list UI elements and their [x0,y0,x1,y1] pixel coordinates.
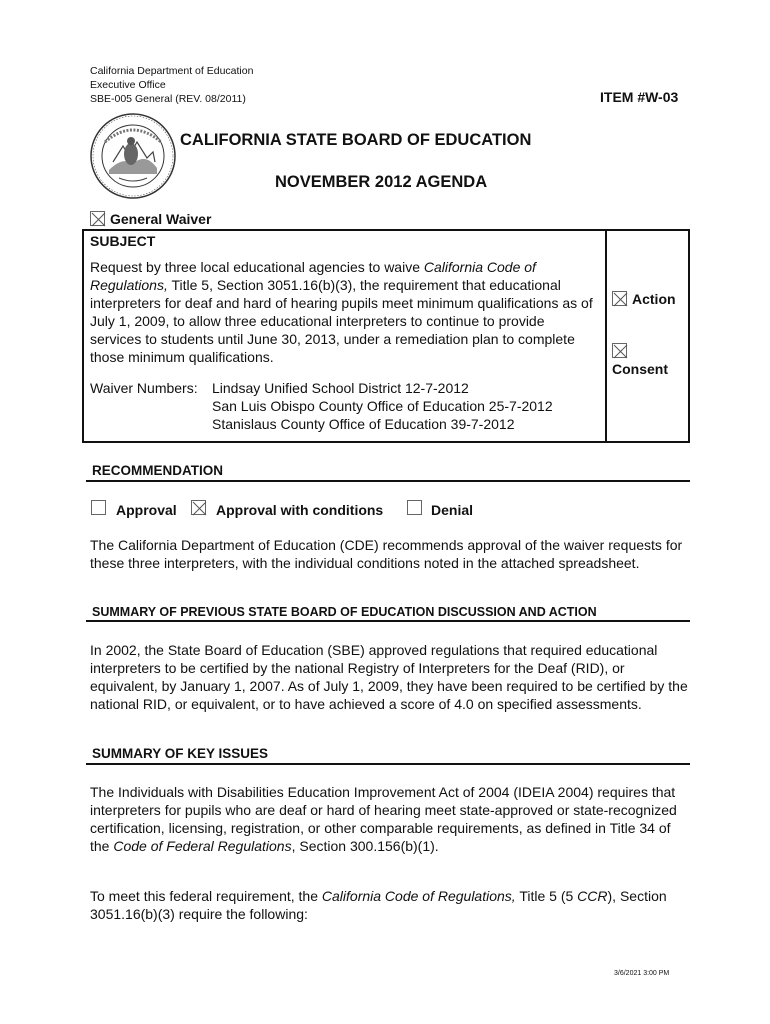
subject-heading: SUBJECT [90,233,156,249]
denial-checkbox[interactable] [407,500,422,515]
key-issues-rule [86,763,690,765]
summary-previous-rule [86,620,690,622]
footer-timestamp: 3/6/2021 3:00 PM [614,970,670,977]
summary-previous-heading: SUMMARY OF PREVIOUS STATE BOARD OF EDUCATION DISCUSSION AND ACTION [92,605,597,619]
recommendation-text: The California Department of Education (CDE) recommends approval of the waiver requests for these three interpreters, with the individual conditions noted in the attached spreadsheet. [90,537,683,571]
header-department: California Department of Education [90,65,254,77]
item-number: ITEM #W-03 [600,89,679,105]
consent-checkbox[interactable] [612,343,627,358]
recommendation-rule [86,480,690,482]
action-checkbox[interactable] [612,291,627,306]
general-waiver-checkbox[interactable] [90,211,105,226]
approval-with-conditions-checkbox[interactable] [191,500,206,515]
approval-checkbox[interactable] [91,500,106,515]
waiver-number-2: San Luis Obispo County Office of Education 25-7-2012 [212,398,553,414]
general-waiver-label: General Waiver [110,211,212,227]
approval-with-conditions-label: Approval with conditions [216,502,384,518]
key-issues-paragraph-1: The Individuals with Disabilities Education Improvement Act of 2004 (IDEIA 2004) requires that interpreters for pupils who are deaf or hard of hearing meet state-approved or state-recognized certification, licensing, registration, or other comparable requirements, as defined in Title 34 of the Code of Federal Regulations, Section 300.156(b)(1). [90,784,677,854]
agenda-title: NOVEMBER 2012 AGENDA [275,173,488,191]
header-form-number: SBE-005 General (REV. 08/2011) [90,93,246,105]
waiver-numbers-label: Waiver Numbers: [90,380,198,396]
board-title: CALIFORNIA STATE BOARD OF EDUCATION [180,131,532,149]
summary-previous-text: In 2002, the State Board of Education (SBE) approved regulations that required educational interpreters to be certified by the national Registry of Interpreters for the Deaf (RID), or equivalent, by January 1, 2007. As of July 1, 2009, they have been required to be certified by the national RID, or equivalent, or to have achieved a score of 4.0 on specified assessments. [90,642,688,712]
recommendation-heading: RECOMMENDATION [92,463,223,478]
state-seal-image [89,112,177,200]
key-issues-paragraph-2: To meet this federal requirement, the California Code of Regulations, Title 5 (5 CCR), Section 3051.16(b)(3) require the following: [90,888,667,922]
key-issues-heading: SUMMARY OF KEY ISSUES [92,746,269,761]
approval-label: Approval [116,502,177,518]
waiver-number-1: Lindsay Unified School District 12-7-2012 [212,380,469,396]
denial-label: Denial [431,502,474,518]
consent-label: Consent [612,361,668,377]
subject-box-divider [605,231,607,441]
subject-text: Request by three local educational agencies to waive California Code of Regulations, Title 5, Section 3051.16(b)(3), the requirement that educational interpreters for deaf and hard of hearing pupils meet minimum qualifications as of July 1, 2009, to allow three educational interpreters to continue to provide services to students until June 30, 2013, under a remediation plan to complete those minimum qualifications. [90,259,593,365]
action-label: Action [632,291,676,307]
waiver-number-3: Stanislaus County Office of Education 39-7-2012 [212,416,515,432]
header-office: Executive Office [90,79,166,91]
